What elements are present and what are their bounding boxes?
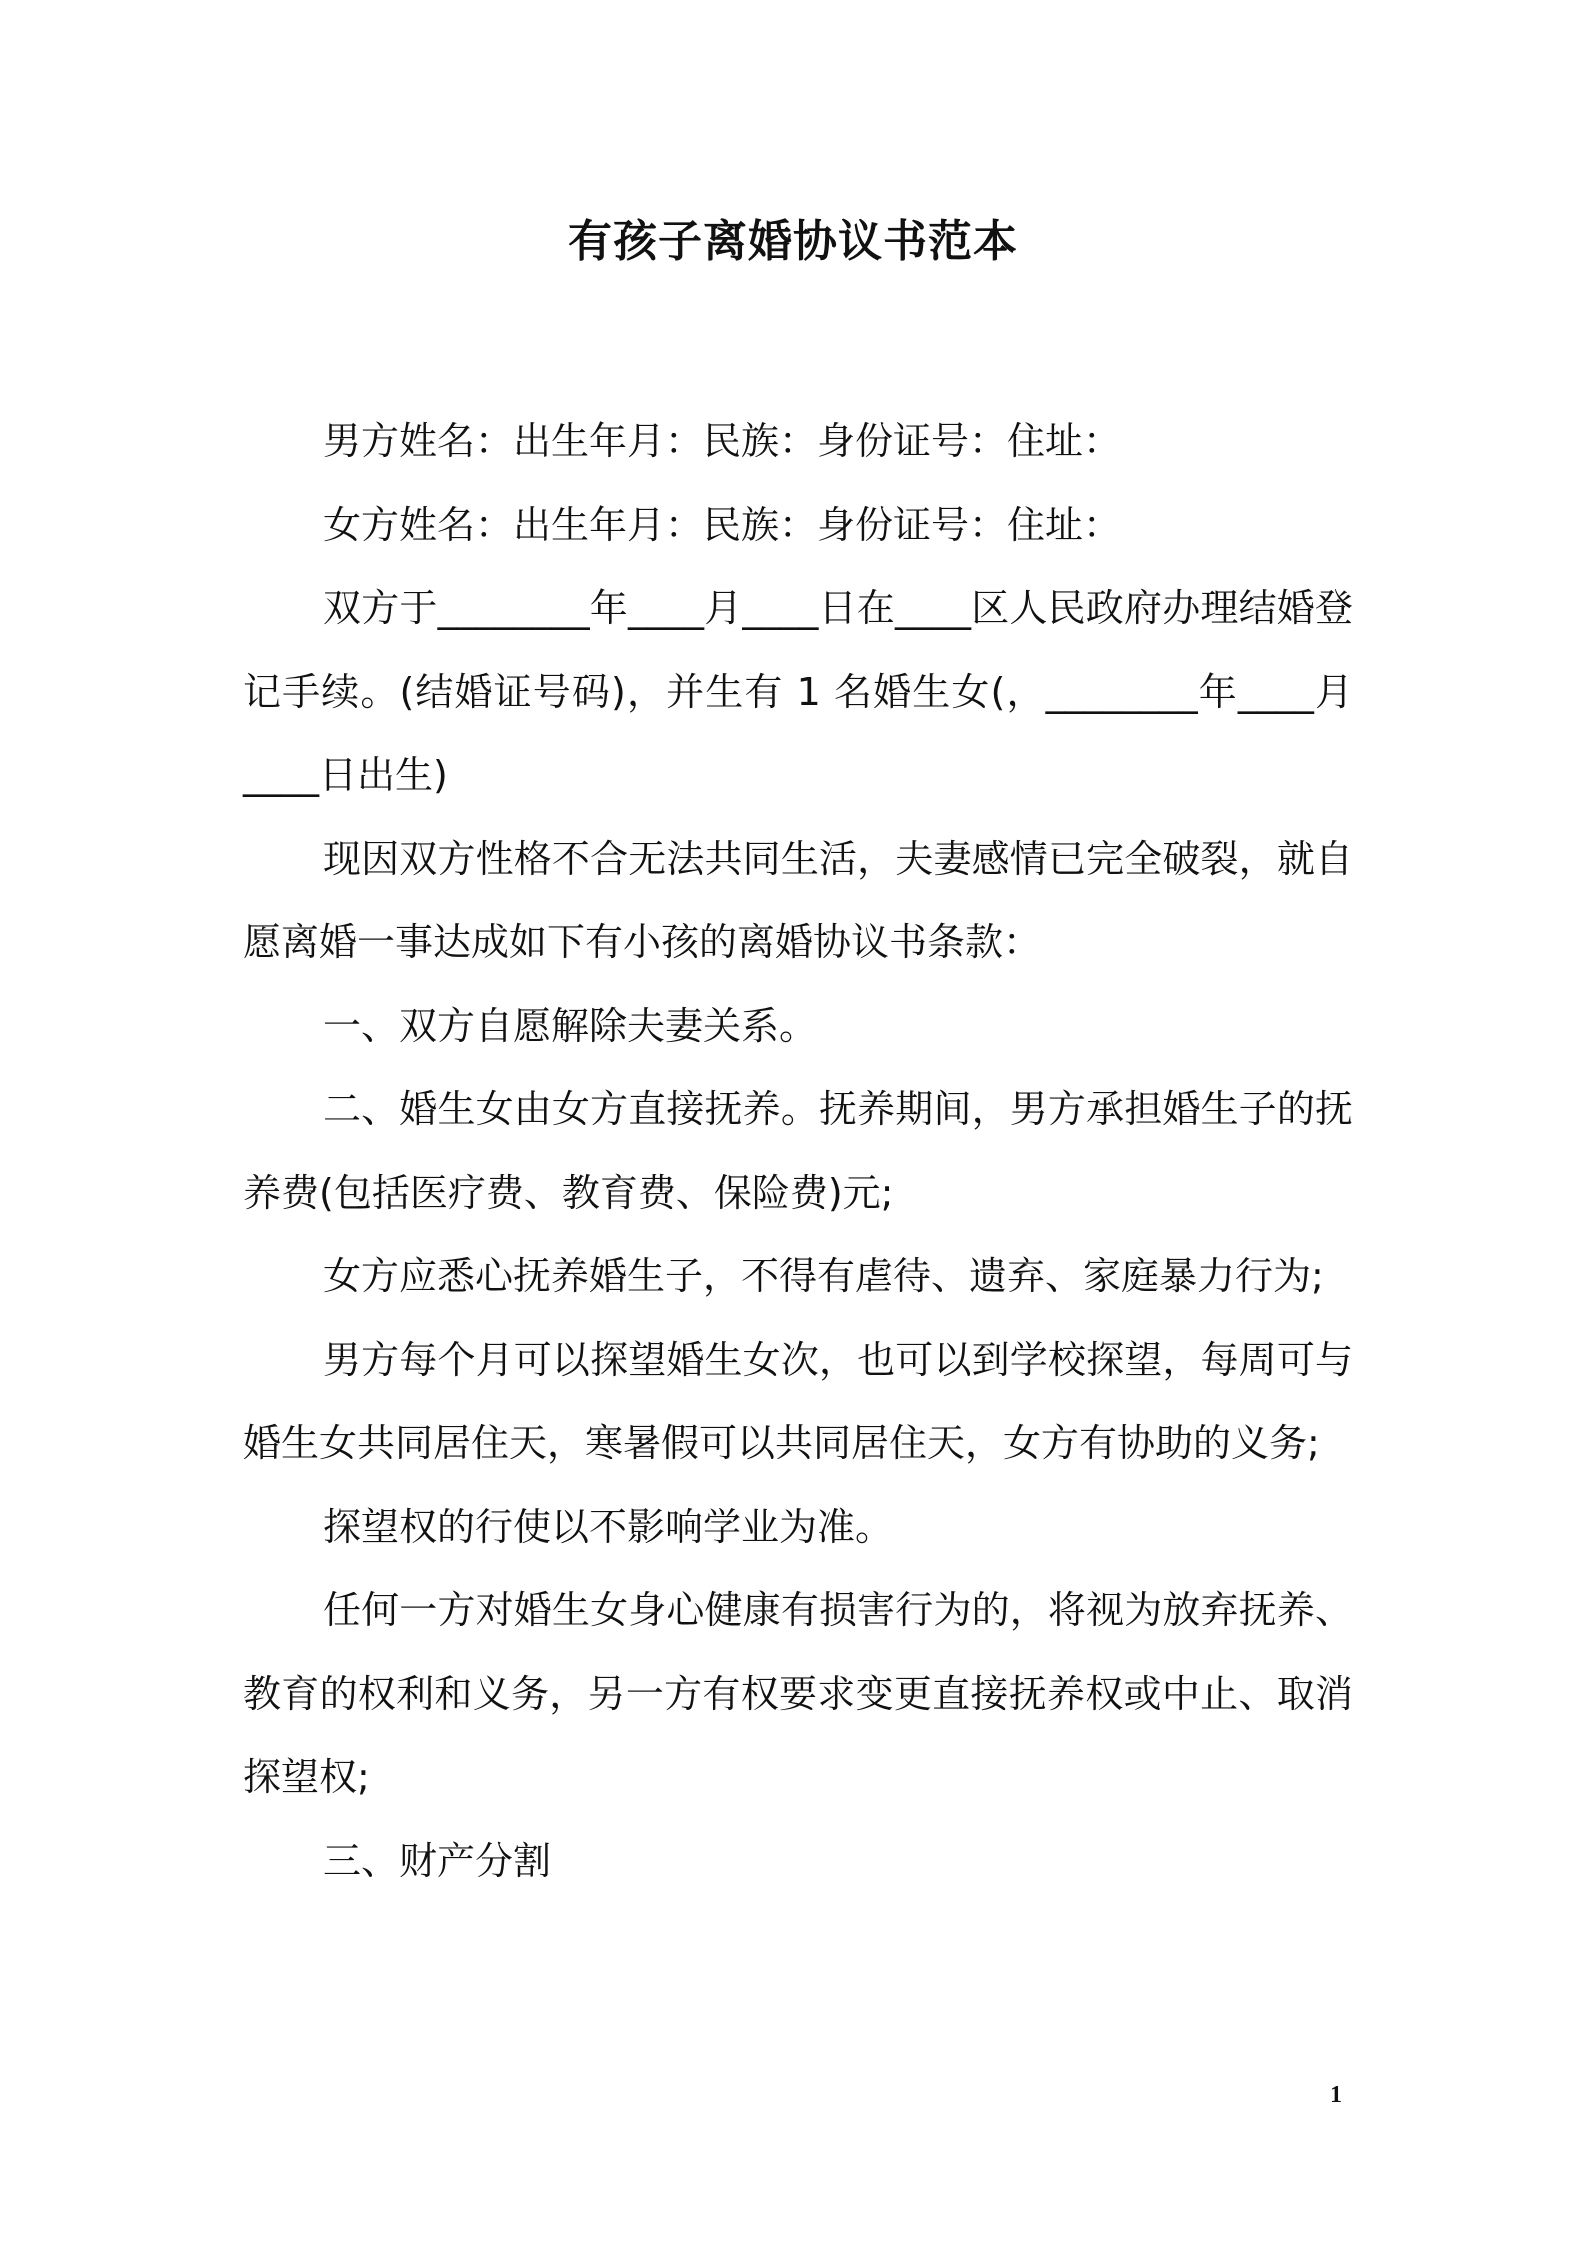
page-number: 1 [1330, 2082, 1342, 2108]
clause-3-heading: 三、财产分割 [323, 1838, 552, 1883]
document-title: 有孩子离婚协议书范本 [568, 216, 1018, 267]
clause-2-visitation-limit: 探望权的行使以不影响学业为准。 [323, 1504, 894, 1549]
clause-2: 二、婚生女由女方直接抚养。抚养期间，男方承担婚生子的抚养费(包括医疗费、教育费、保险费)元; [243, 1087, 1353, 1215]
clause-2-care: 女方应悉心抚养婚生子，不得有虐待、遗弃、家庭暴力行为; [323, 1254, 1324, 1298]
paragraph-marriage-registration: 双方于________年____月____日在____区人民政府办理结婚登记手续。(结婚证号码)，并生有 1 名婚生女(，________年____月____日出生) [243, 586, 1353, 797]
clause-2-harm: 任何一方对婚生女身心健康有损害行为的，将视为放弃抚养、教育的权利和义务，另一方有权要求变更直接抚养权或中止、取消探望权; [243, 1588, 1353, 1799]
paragraph-female-info: 女方姓名：出生年月：民族：身份证号：住址： [323, 502, 1122, 547]
paragraph-male-info: 男方姓名：出生年月：民族：身份证号：住址： [323, 419, 1122, 463]
document-body [243, 400, 1353, 1903]
paragraph-divorce-reason: 现因双方性格不合无法共同生活，夫妻感情已完全破裂，就自愿离婚一事达成如下有小孩的离婚协议书条款： [243, 836, 1353, 964]
clause-2-visitation: 男方每个月可以探望婚生女次，也可以到学校探望，每周可与婚生女共同居住天，寒暑假可以共同居住天，女方有协助的义务; [243, 1337, 1353, 1465]
clause-1: 一、双方自愿解除夫妻关系。 [323, 1003, 818, 1048]
